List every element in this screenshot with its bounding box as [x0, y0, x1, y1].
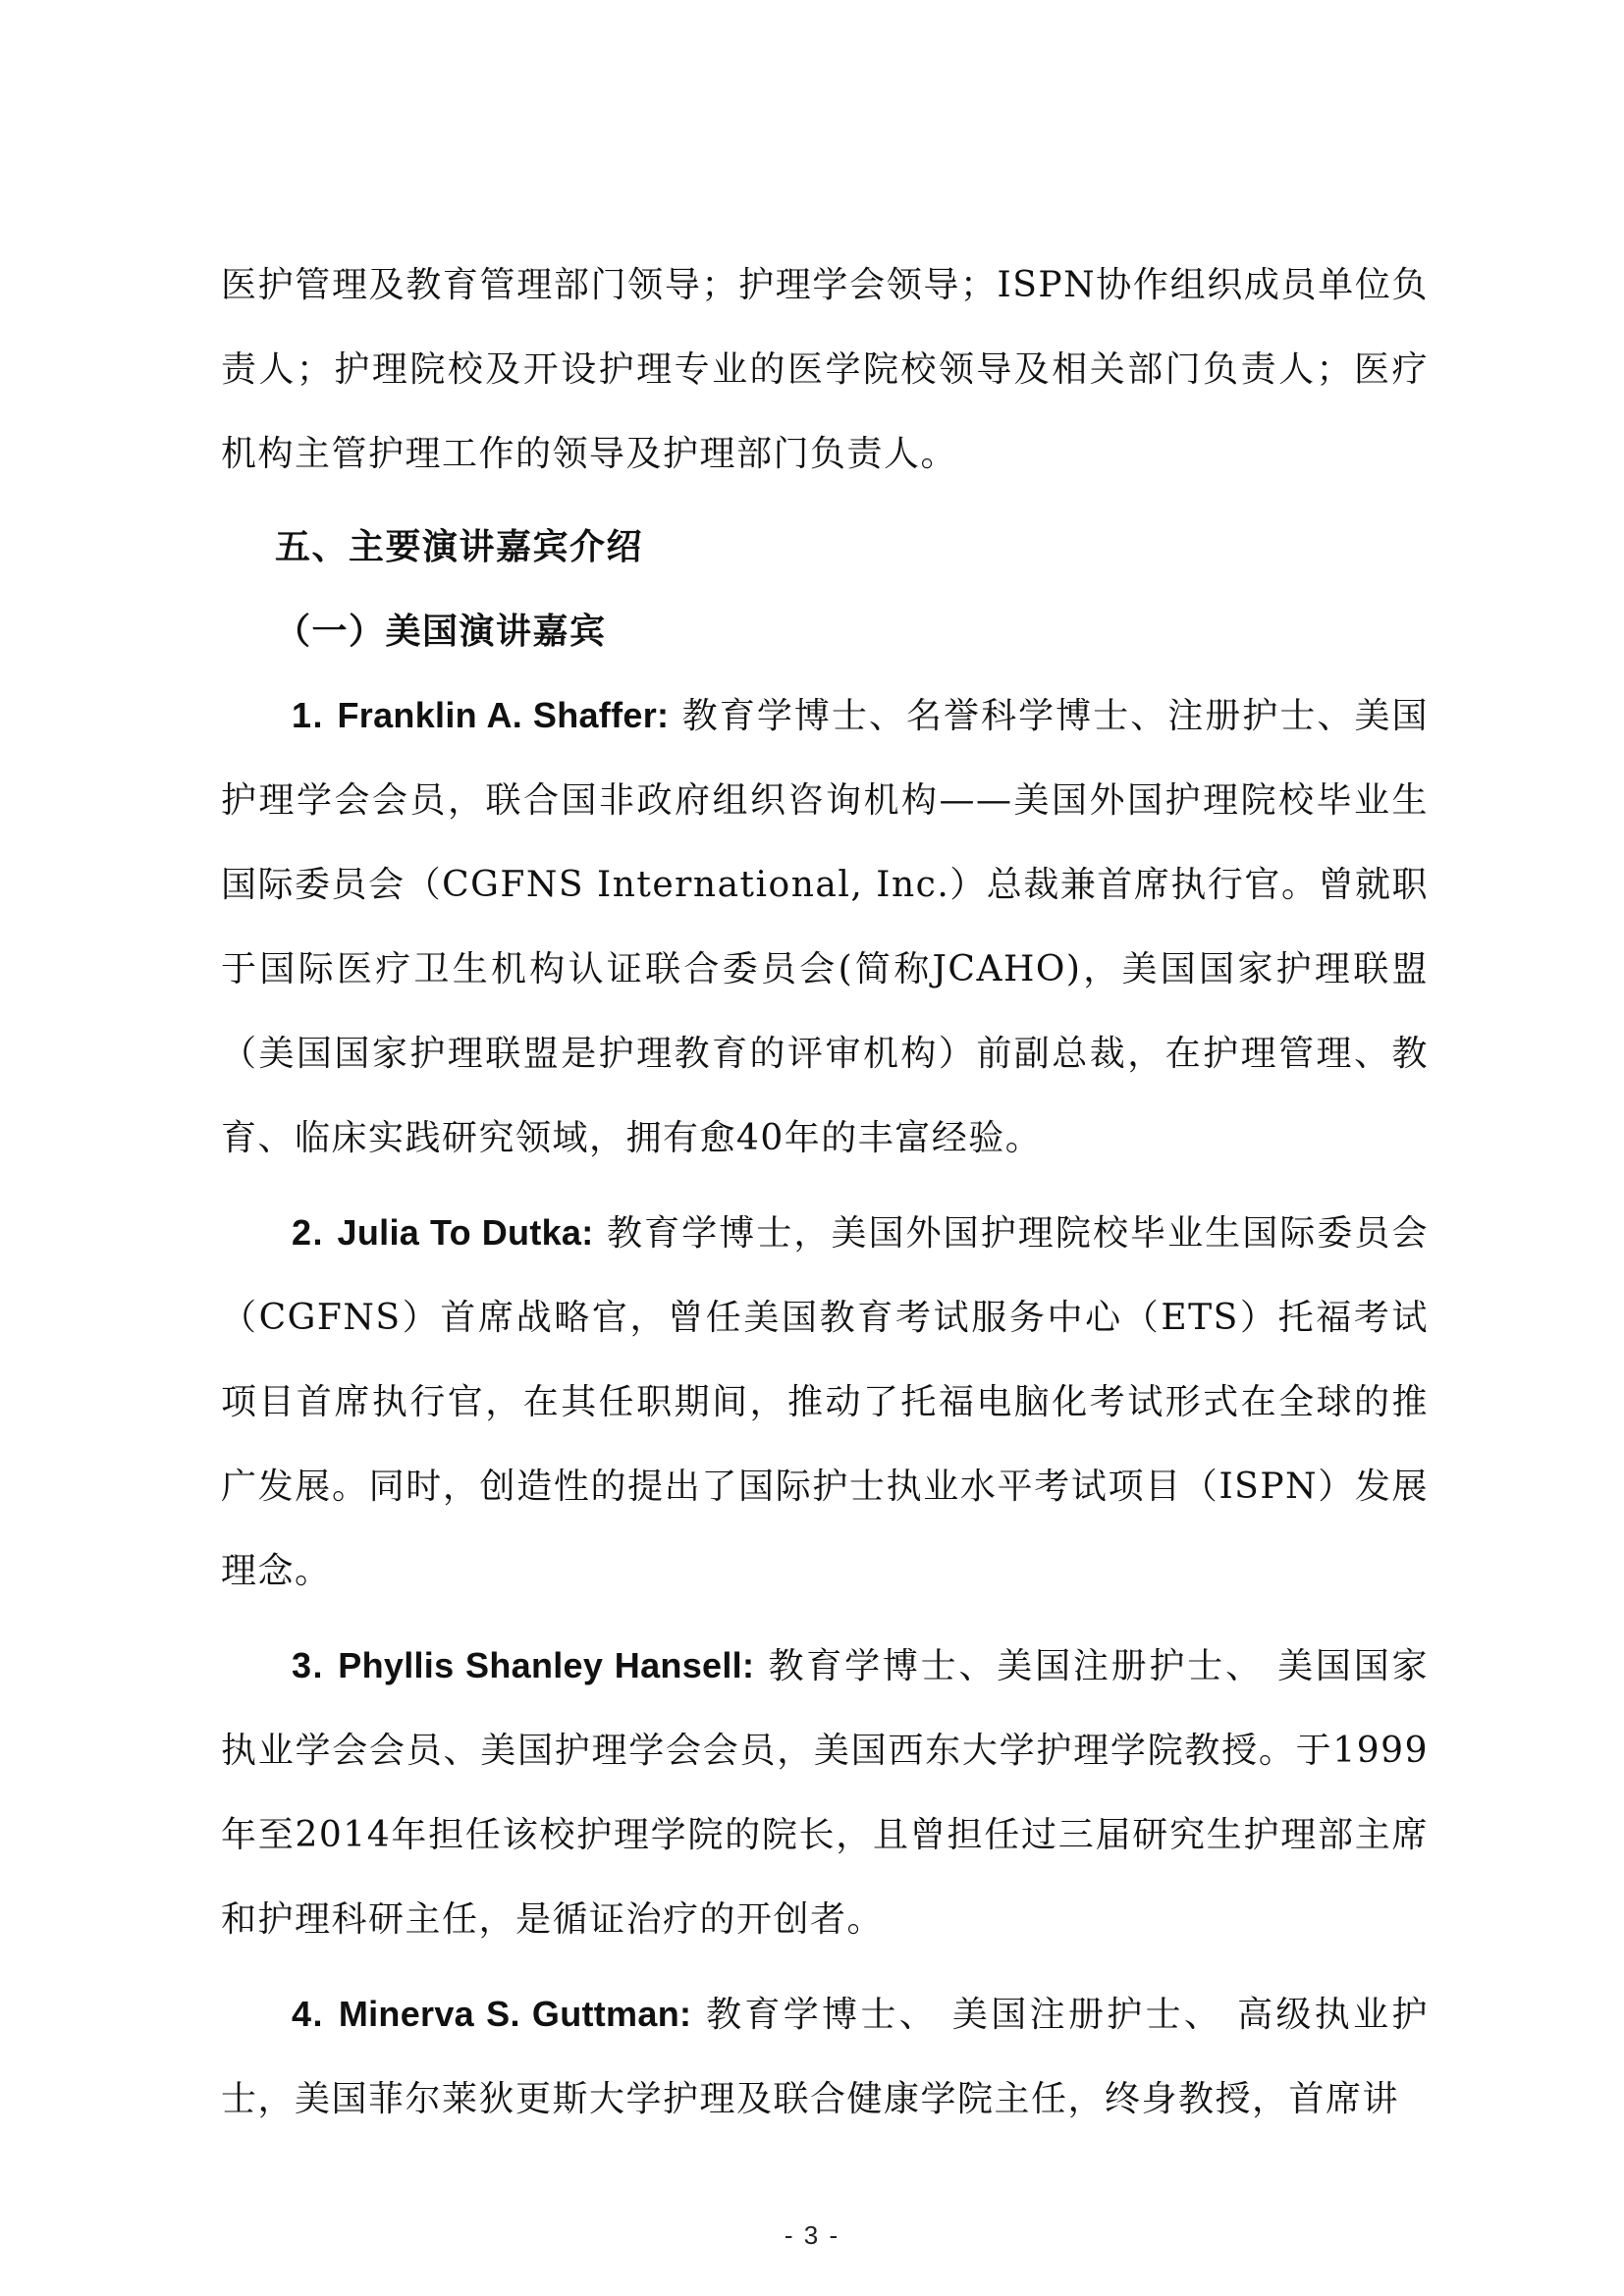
- speaker-paragraph-1: [221, 673, 1429, 1181]
- speaker-bio: 教育学博士、名誉科学博士、注册护士、美国护理学会会员，联合国非政府组织咨询机构——美国外国护理院校毕业生国际委员会（CGFNS International, Inc.）总裁兼首席执行官。曾就职于国际医疗卫生机构认证联合委员会(简称JCAHO)，美国国家护理联盟（美国国家护理联盟是护理教育的评审机构）前副总裁，在护理管理、教育、临床实践研究领域，拥有愈40年的丰富经验。: [221, 696, 1429, 1158]
- speaker-bio: 教育学博士、 美国注册护士、 高级执业护士，美国菲尔莱狄更斯大学护理及联合健康学院主任，终身教授，首席讲: [221, 1995, 1429, 2119]
- intro-paragraph: 医护管理及教育管理部门领导；护理学会领导；ISPN协作组织成员单位负责人；护理院校及开设护理专业的医学院校领导及相关部门负责人；医疗机构主管护理工作的领导及护理部门负责人。: [221, 265, 1429, 474]
- speaker-name: Franklin A. Shaffer:: [337, 695, 670, 735]
- speaker-paragraph-3: [221, 1624, 1429, 1962]
- speaker-name: Phyllis Shanley Hansell:: [338, 1645, 755, 1685]
- speaker-name: Minerva S. Guttman:: [338, 1994, 692, 2034]
- page-number: - 3 -: [784, 2220, 840, 2250]
- speaker-number: 3.: [292, 1645, 325, 1685]
- speaker-bio: 教育学博士，美国外国护理院校毕业生国际委员会（CGFNS）首席战略官，曾任美国教育考试服务中心（ETS）托福考试项目首席执行官，在其任职期间，推动了托福电脑化考试形式在全球的推广发展。同时，创造性的提出了国际护士执业水平考试项目（ISPN）发展理念。: [221, 1213, 1429, 1591]
- speaker-bio: 教育学博士、美国注册护士、 美国国家执业学会会员、美国护理学会会员，美国西东大学护理学院教授。于1999年至2014年担任该校护理学院的院长，且曾担任过三届研究生护理部主席和护理科研主任，是循证治疗的开创者。: [221, 1646, 1430, 1940]
- section-heading: 五、主要演讲嘉宾介绍: [275, 526, 644, 567]
- speaker-number: 2.: [292, 1212, 325, 1253]
- speaker-number: 1.: [292, 695, 325, 735]
- speaker-name: Julia To Dutka:: [337, 1212, 594, 1253]
- speaker-paragraph-4: [221, 1972, 1429, 2142]
- page-body: [221, 243, 1429, 2142]
- speaker-number: 4.: [292, 1994, 325, 2034]
- subsection-heading: （一）美国演讲嘉宾: [275, 611, 607, 652]
- speaker-paragraph-2: [221, 1191, 1429, 1614]
